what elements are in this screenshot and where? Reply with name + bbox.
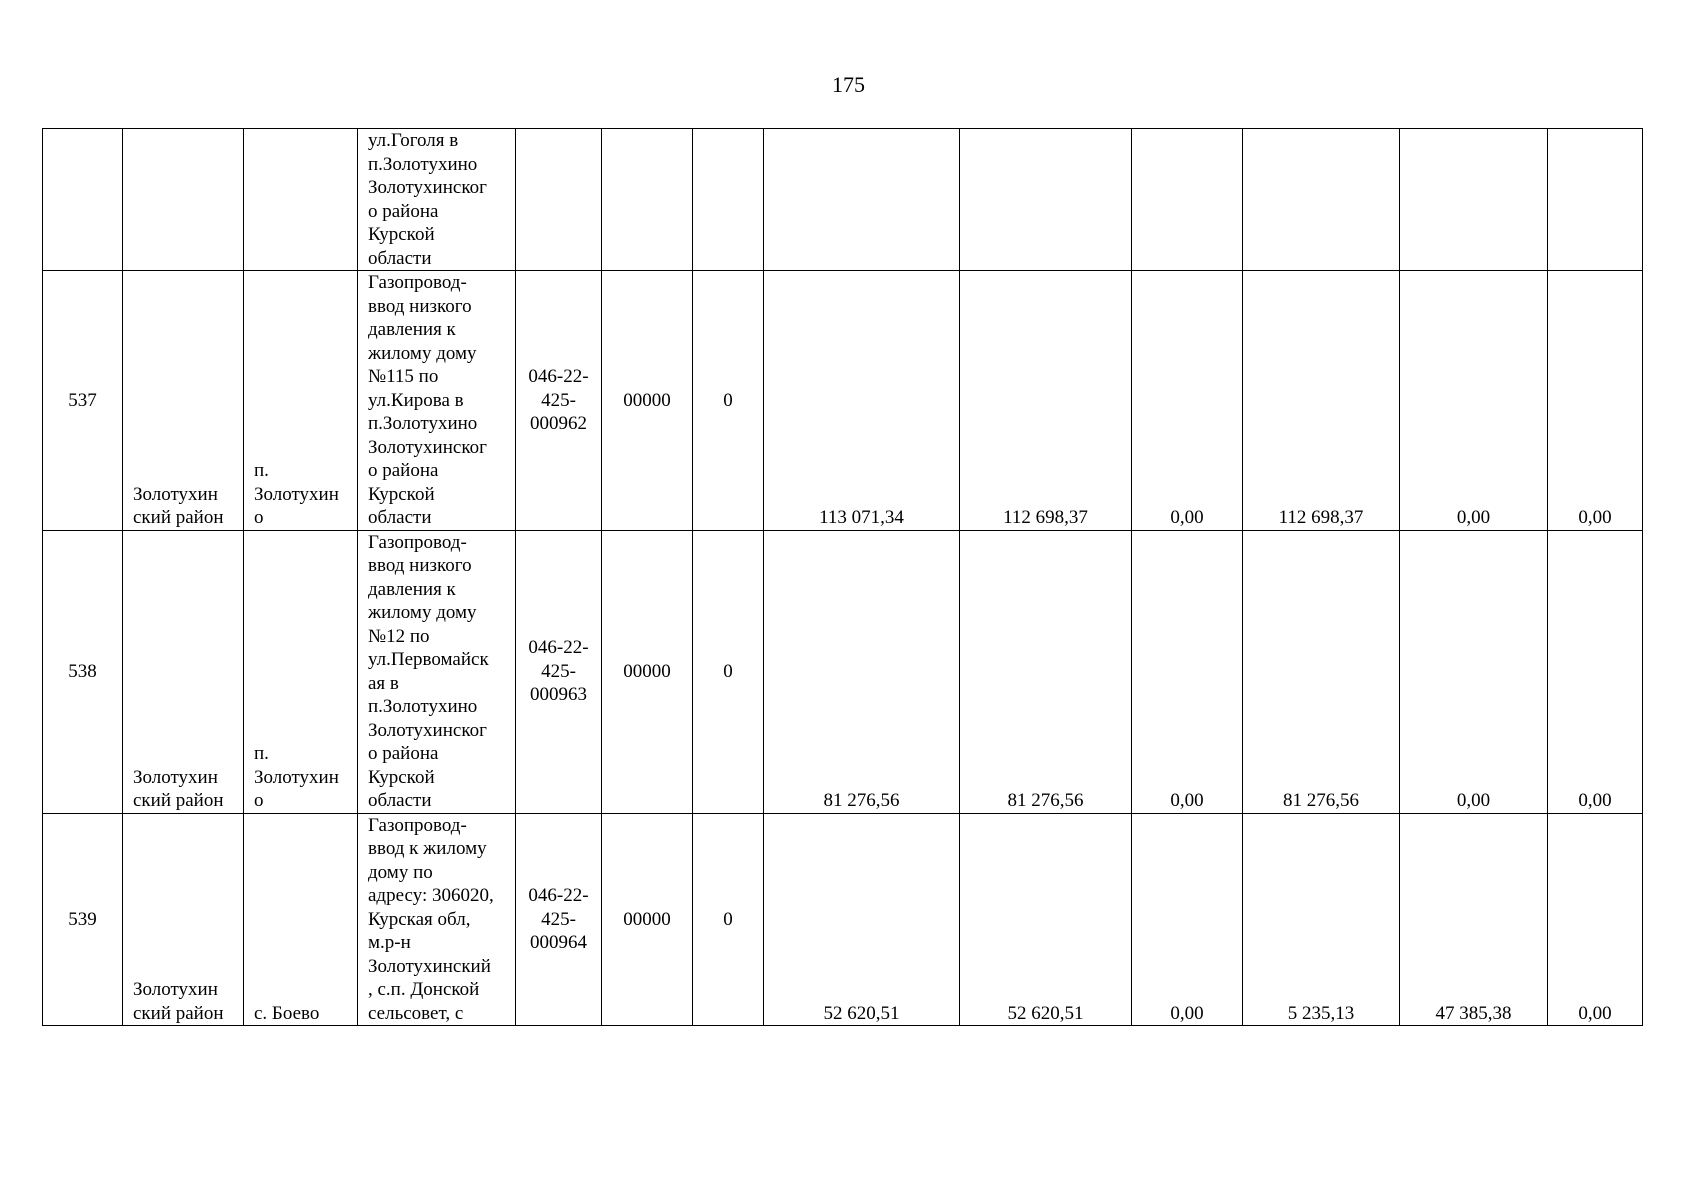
row-number: 538: [43, 530, 123, 813]
row-number: 537: [43, 271, 123, 531]
object-description: Газопровод- ввод к жилому дому по адресу: 306020, Курская обл, м.р-н Золотухинский , с.п. Донской сельсовет, с: [358, 813, 516, 1026]
locality-cell: п. Золотухин о: [244, 271, 358, 531]
code-zero-cell: 0: [693, 530, 764, 813]
row-number: [43, 129, 123, 271]
value-cell-3: 0,00: [1132, 271, 1243, 531]
value-cell-2: 81 276,56: [960, 530, 1132, 813]
value-cell-5: [1400, 129, 1548, 271]
locality-cell: п. Золотухин о: [244, 530, 358, 813]
page-number: 175: [832, 72, 865, 97]
object-description: Газопровод- ввод низкого давления к жилому дому №12 по ул.Первомайск ая в п.Золотухино Золотухинског о района Курской области: [358, 530, 516, 813]
registry-code: [516, 129, 602, 271]
row-number: 539: [43, 813, 123, 1026]
value-cell-2: [960, 129, 1132, 271]
value-cell-6: 0,00: [1548, 530, 1643, 813]
value-cell-3: 0,00: [1132, 813, 1243, 1026]
object-description: ул.Гоголя в п.Золотухино Золотухинског о района Курской области: [358, 129, 516, 271]
value-cell-4: 81 276,56: [1243, 530, 1400, 813]
value-cell-3: 0,00: [1132, 530, 1243, 813]
value-cell-2: 52 620,51: [960, 813, 1132, 1026]
value-cell-4: 112 698,37: [1243, 271, 1400, 531]
district-cell: [123, 129, 244, 271]
code-zero-cell: 0: [693, 271, 764, 531]
value-cell-5: 47 385,38: [1400, 813, 1548, 1026]
value-cell-6: 0,00: [1548, 271, 1643, 531]
table-row: [43, 129, 1643, 271]
code-cell: 00000: [602, 271, 693, 531]
code-zero-cell: 0: [693, 813, 764, 1026]
value-cell-1: [764, 129, 960, 271]
value-cell-1: 113 071,34: [764, 271, 960, 531]
registry-code: 046-22- 425- 000963: [516, 530, 602, 813]
value-cell-5: 0,00: [1400, 530, 1548, 813]
locality-cell: [244, 129, 358, 271]
registry-code: 046-22- 425- 000964: [516, 813, 602, 1026]
table-row: [43, 530, 1643, 813]
table-row: [43, 271, 1643, 531]
table-row: [43, 813, 1643, 1026]
value-cell-3: [1132, 129, 1243, 271]
code-cell: 00000: [602, 813, 693, 1026]
district-cell: Золотухин ский район: [123, 813, 244, 1026]
registry-table: [42, 128, 1643, 1026]
value-cell-6: 0,00: [1548, 813, 1643, 1026]
district-cell: Золотухин ский район: [123, 271, 244, 531]
value-cell-4: [1243, 129, 1400, 271]
registry-code: 046-22- 425- 000962: [516, 271, 602, 531]
district-cell: Золотухин ский район: [123, 530, 244, 813]
object-description: Газопровод- ввод низкого давления к жилому дому №115 по ул.Кирова в п.Золотухино Золотухинског о района Курской области: [358, 271, 516, 531]
code-cell: [602, 129, 693, 271]
value-cell-5: 0,00: [1400, 271, 1548, 531]
code-cell: 00000: [602, 530, 693, 813]
value-cell-6: [1548, 129, 1643, 271]
value-cell-2: 112 698,37: [960, 271, 1132, 531]
value-cell-1: 52 620,51: [764, 813, 960, 1026]
value-cell-4: 5 235,13: [1243, 813, 1400, 1026]
code-zero-cell: [693, 129, 764, 271]
value-cell-1: 81 276,56: [764, 530, 960, 813]
locality-cell: с. Боево: [244, 813, 358, 1026]
